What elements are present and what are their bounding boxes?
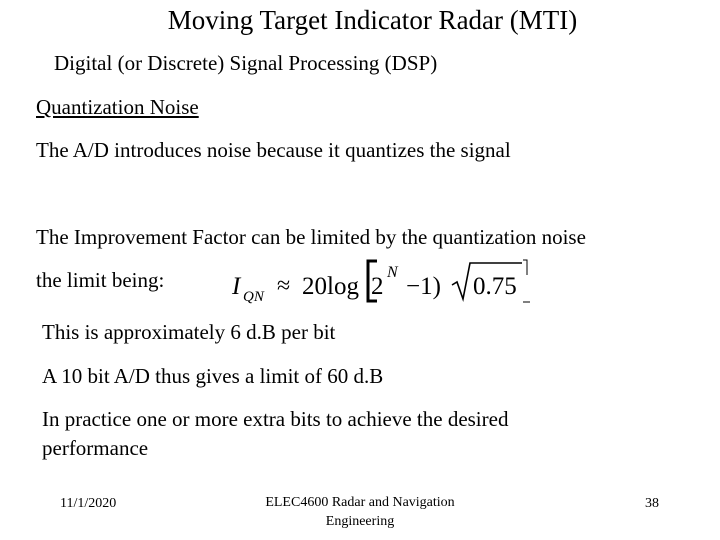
footer-course-line: Engineering xyxy=(325,514,395,529)
section-heading: Quantization Noise xyxy=(36,95,199,119)
formula-minus-one: −1) xyxy=(406,273,441,300)
limit-label: the limit being: xyxy=(36,268,165,292)
slide-subtitle: Digital (or Discrete) Signal Processing (DSP) xyxy=(54,51,438,75)
footer-course xyxy=(245,493,475,531)
footer-page-number: 38 xyxy=(645,496,659,511)
formula-right-bracket-top xyxy=(523,260,527,275)
formula-base: 2 xyxy=(371,273,384,300)
formula-subscript: QN xyxy=(243,289,264,305)
formula-coefficient: 20log xyxy=(302,273,359,300)
intro-line: The A/D introduces noise because it quantizes the signal xyxy=(36,138,511,162)
formula-radicand: 0.75 xyxy=(473,273,517,300)
formula-approx: ≈ xyxy=(277,273,291,299)
footer-course-line: ELEC4600 Radar and Navigation xyxy=(265,495,455,510)
formula-exponent: N xyxy=(387,264,398,281)
bullet-line: A 10 bit A/D thus gives a limit of 60 d.B xyxy=(42,364,384,388)
bullet-line: This is approximately 6 d.B per bit xyxy=(42,320,336,344)
improvement-line: The Improvement Factor can be limited by the quantization noise xyxy=(36,225,586,249)
quantization-noise-formula xyxy=(230,255,535,305)
footer-date: 11/1/2020 xyxy=(60,496,117,511)
formula-symbol: I xyxy=(232,273,241,300)
slide-title: Moving Target Indicator Radar (MTI) xyxy=(167,5,578,35)
bullet-line: performance xyxy=(42,436,149,460)
bullet-line: In practice one or more extra bits to achieve the desired xyxy=(42,407,509,431)
